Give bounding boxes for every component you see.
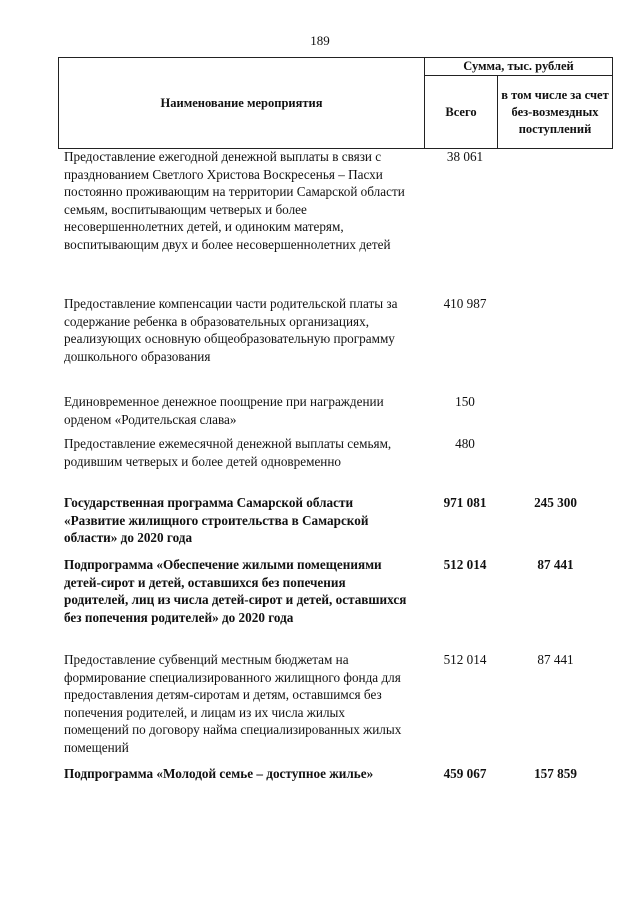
- column-header-including: в том числе за счет без-возмездных поступлений: [501, 87, 609, 136]
- row-name: Подпрограмма «Обеспечение жилыми помещениями детей-сирот и детей, оставшихся без попечения родителей, лиц из числа детей-сирот и детей, оставшихся без попечения родителей» до 2020 года: [64, 557, 407, 625]
- row-total: 971 081: [443, 495, 487, 510]
- row-name: Предоставление компенсации части родительской платы за содержание ребенка в образовательных организациях, реализующих основную общеобразовательную программу дошкольного образования: [64, 296, 398, 364]
- page-number: 189: [310, 33, 330, 48]
- row-total: 459 067: [443, 766, 487, 781]
- row-total: 38 061: [446, 149, 484, 164]
- row-total: 410 987: [443, 296, 487, 311]
- row-total: 480: [455, 436, 475, 451]
- row-name: Предоставление субвенций местным бюджетам на формирование специализированного жилищного фонда для предоставления детям-сиротам и детям, оставшимся без попечения родителей, и лицам из их числа жилых помещений по договору найма специализированных жилых помещений: [64, 652, 402, 755]
- row-including: 245 300: [534, 495, 577, 510]
- row-including: 87 441: [537, 652, 574, 667]
- row-total: 512 014: [443, 557, 487, 572]
- row-name: Предоставление ежегодной денежной выплаты в связи с празднованием Светлого Христова Воскресенья – Пасхи постоянно проживающим на территории Самарской области семьям, воспитывающим четверых и более несовершеннолетних детей, и одиноким матерям, воспитывающим двух и более несовершеннолетних детей: [64, 149, 405, 252]
- row-total: 512 014: [443, 652, 487, 667]
- column-header-sum: Сумма, тыс. рублей: [425, 58, 612, 76]
- column-header-name: Наименование мероприятия: [59, 58, 425, 148]
- row-including: 157 859: [534, 766, 577, 781]
- row-name: Подпрограмма «Молодой семье – доступное жилье»: [64, 766, 374, 781]
- row-total: 150: [455, 394, 475, 409]
- table-header: [58, 57, 613, 149]
- row-name: Предоставление ежемесячной денежной выплаты семьям, родившим четверых и более детей одновременно: [64, 436, 392, 469]
- row-name: Единовременное денежное поощрение при награждении орденом «Родительская слава»: [64, 394, 384, 427]
- row-name: Государственная программа Самарской области «Развитие жилищного строительства в Самарской области» до 2020 года: [64, 495, 369, 546]
- row-including: 87 441: [537, 557, 574, 572]
- column-header-total: Всего: [425, 76, 498, 148]
